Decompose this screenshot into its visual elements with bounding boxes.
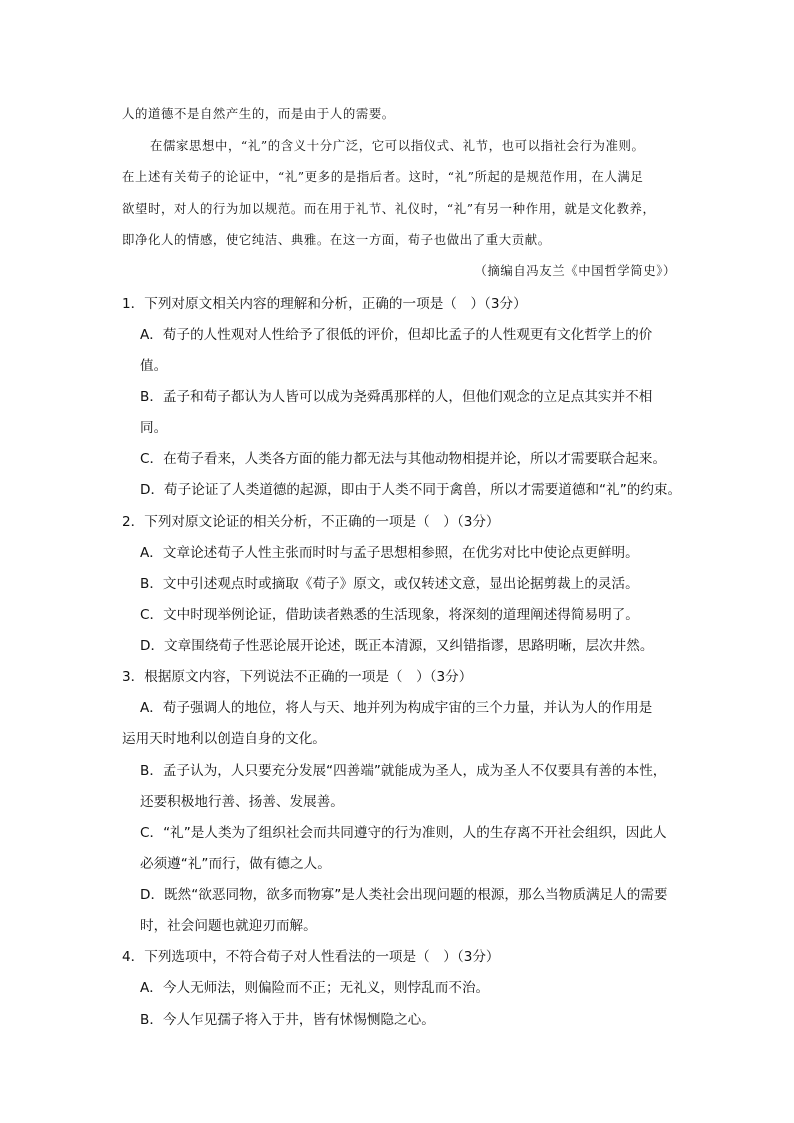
passage-line: 在儒家思想中，“礼”的含义十分广泛，它可以指仪式、礼节，也可以指社会行为准则。 [150,138,645,153]
option-b: B．孟子认为，人只要充分发展“四善端”就能成为圣人，成为圣人不仅要具有善的本性， [140,763,667,779]
option-a: A．文章论述荀子人性主张而时时与孟子思想相参照，在优劣对比中使论点更鲜明。 [140,545,639,561]
option-d: D．荀子论证了人类道德的起源，即由于人类不同于禽兽，所以才需要道德和“礼”的约束。 [140,482,682,498]
option-a-continuation: 值。 [140,358,168,374]
option-b: B．孟子和荀子都认为人皆可以成为尧舜禹那样的人，但他们观念的立足点其实并不相 [140,389,653,405]
option-d: D．既然“欲恶同物，欲多而物寡”是人类社会出现问题的根源，那么当物质满足人的需要 [140,887,668,903]
passage-line: 人的道德不是自然产生的，而是由于人的需要。 [122,106,395,121]
question-stem: 3．根据原文内容，下列说法不正确的一项是（ ）（3分） [122,669,473,685]
passage-line: 在上述有关荀子的论证中，“礼”更多的是指后者。这时，“礼”所起的是规范作用，在人满足 [122,169,644,184]
passage-source: （摘编自冯友兰《中国哲学简史》） [474,263,676,278]
question-stem: 1．下列对原文相关内容的理解和分析，正确的一项是（ ）（3分） [122,296,527,312]
option-b-continuation: 同。 [140,420,168,436]
option-b: B．文中引述观点时或摘取《荀子》原文，或仅转述文意，显出论据剪裁上的灵活。 [140,576,639,592]
passage-line: 即净化人的情感，使它纯洁、典雅。在这一方面，荀子也做出了重大贡献。 [122,232,551,247]
question-stem: 2．下列对原文论证的相关分析，不正确的一项是（ ）（3分） [122,514,500,530]
option-d: D．文章围绕荀子性恶论展开论述，既正本清源，又纠错指谬，思路明晰，层次井然。 [140,638,654,654]
option-a: A．今人无师法，则偏险而不正；无礼义，则悖乱而不治。 [140,980,490,996]
option-c-continuation: 必须遵“礼”而行，做有德之人。 [140,856,331,872]
option-b: B．今人乍见孺子将入于井，皆有怵惕恻隐之心。 [140,1012,435,1028]
option-c: C．“礼”是人类为了组织社会而共同遵守的行为准则，人的生存离不开社会组织，因此人 [140,825,667,841]
option-a-continuation: 运用天时地利以创造自身的文化。 [122,731,326,747]
option-a: A．荀子的人性观对人性给予了很低的评价，但却比孟子的人性观更有文化哲学上的价 [140,327,653,343]
passage-line: 欲望时，对人的行为加以规范。而在用于礼节、礼仪时，“礼”有另一种作用，就是文化教养， [122,201,656,216]
question-stem: 4．下列选项中，不符合荀子对人性看法的一项是（ ）（3分） [122,949,500,965]
option-c: C．在荀子看来，人类各方面的能力都无法与其他动物相提并论，所以才需要联合起来。 [140,451,667,467]
option-a: A．荀子强调人的地位，将人与天、地并列为构成宇宙的三个力量，并认为人的作用是 [140,700,653,716]
option-b-continuation: 还要积极地行善、扬善、发展善。 [140,794,344,810]
option-d-continuation: 时，社会问题也就迎刃而解。 [140,918,317,934]
option-c: C．文中时现举例论证，借助读者熟悉的生活现象，将深刻的道理阐述得简易明了。 [140,607,639,623]
